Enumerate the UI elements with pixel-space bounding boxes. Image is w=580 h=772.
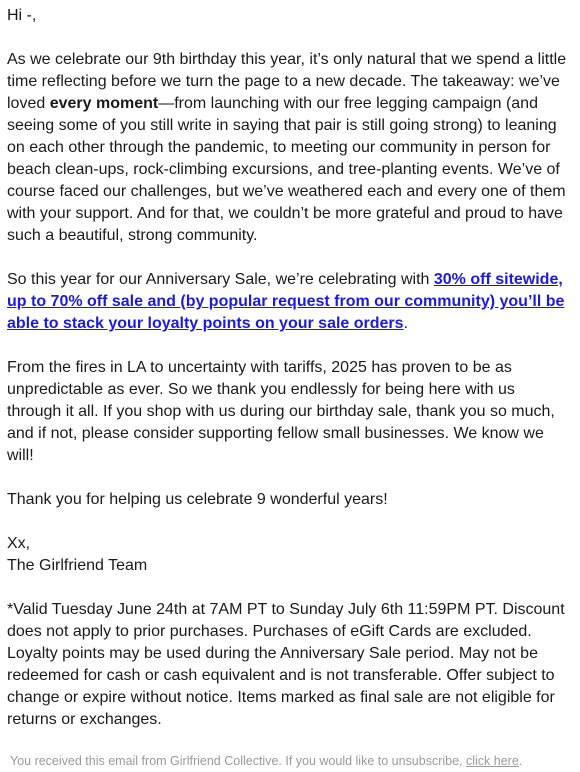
- paragraph-thanks-year: From the fires in LA to uncertainty with tariffs, 2025 has proven to be as unpredictable as ever. So we thank you endlessly for being here with us through it all. If you shop with us during our birthday sale, thank you so much, and if not, please consider supporting fellow small businesses. We know we will!: [7, 359, 555, 464]
- disclaimer: *Valid Tuesday June 24th at 7AM PT to Sunday July 6th 11:59PM PT. Discount does not apply to prior purchases. Purchases of eGift Cards are excluded. Loyalty points may be used during the Anniversary Sale period. May not be redeemed for cash or cash equivalent and is not transferable. Offer subject to change or expire without notice. Items marked as final sale are not eligible for returns or exchanges.: [7, 601, 565, 728]
- every-moment-emphasis: every moment: [49, 95, 159, 112]
- paragraph-birthday-text-start: As we celebrate our 9th birthday this year, it’s only natural that we spend a little time reflecting before we turn the page to a new decade. The takeaway: we’ve loved: [7, 51, 567, 112]
- greeting: Hi -,: [7, 7, 37, 24]
- sale-offer-link[interactable]: 30% off sitewide, up to 70% off sale and (by popular request from our community) you’ll be able to stack your loyalty points on your sale orders: [7, 271, 565, 332]
- footer-text: You received this email from Girlfriend Collective. If you would like to unsubscribe,: [10, 754, 466, 768]
- paragraph-sale-text-end: .: [403, 315, 409, 332]
- signoff-line1: Xx,: [7, 535, 31, 552]
- paragraph-celebrate: Thank you for helping us celebrate 9 wonderful years!: [7, 491, 388, 508]
- paragraph-sale: [7, 269, 573, 335]
- signoff: [7, 533, 573, 577]
- paragraph-birthday: [7, 49, 573, 247]
- paragraph-birthday-text-end: —from launching with our free legging campaign (and seeing some of you still write in saying that pair is still going strong) to leaning on each other through the pandemic, to meeting our community in person for beach clean-ups, rock-climbing excursions, and tree-planting events. We’ve of course faced our challenges, but we’ve weathered each and every one of them with your support. And for that, we couldn’t be more grateful and proud to have such a beautiful, strong community.: [7, 95, 566, 244]
- paragraph-sale-text-start: So this year for our Anniversary Sale, we’re celebrating with: [7, 271, 434, 288]
- signoff-team: The Girlfriend Team: [7, 557, 148, 574]
- footer: [10, 753, 522, 769]
- email-body: [7, 5, 573, 753]
- footer-period: .: [518, 754, 523, 768]
- unsubscribe-link[interactable]: click here: [466, 754, 519, 768]
